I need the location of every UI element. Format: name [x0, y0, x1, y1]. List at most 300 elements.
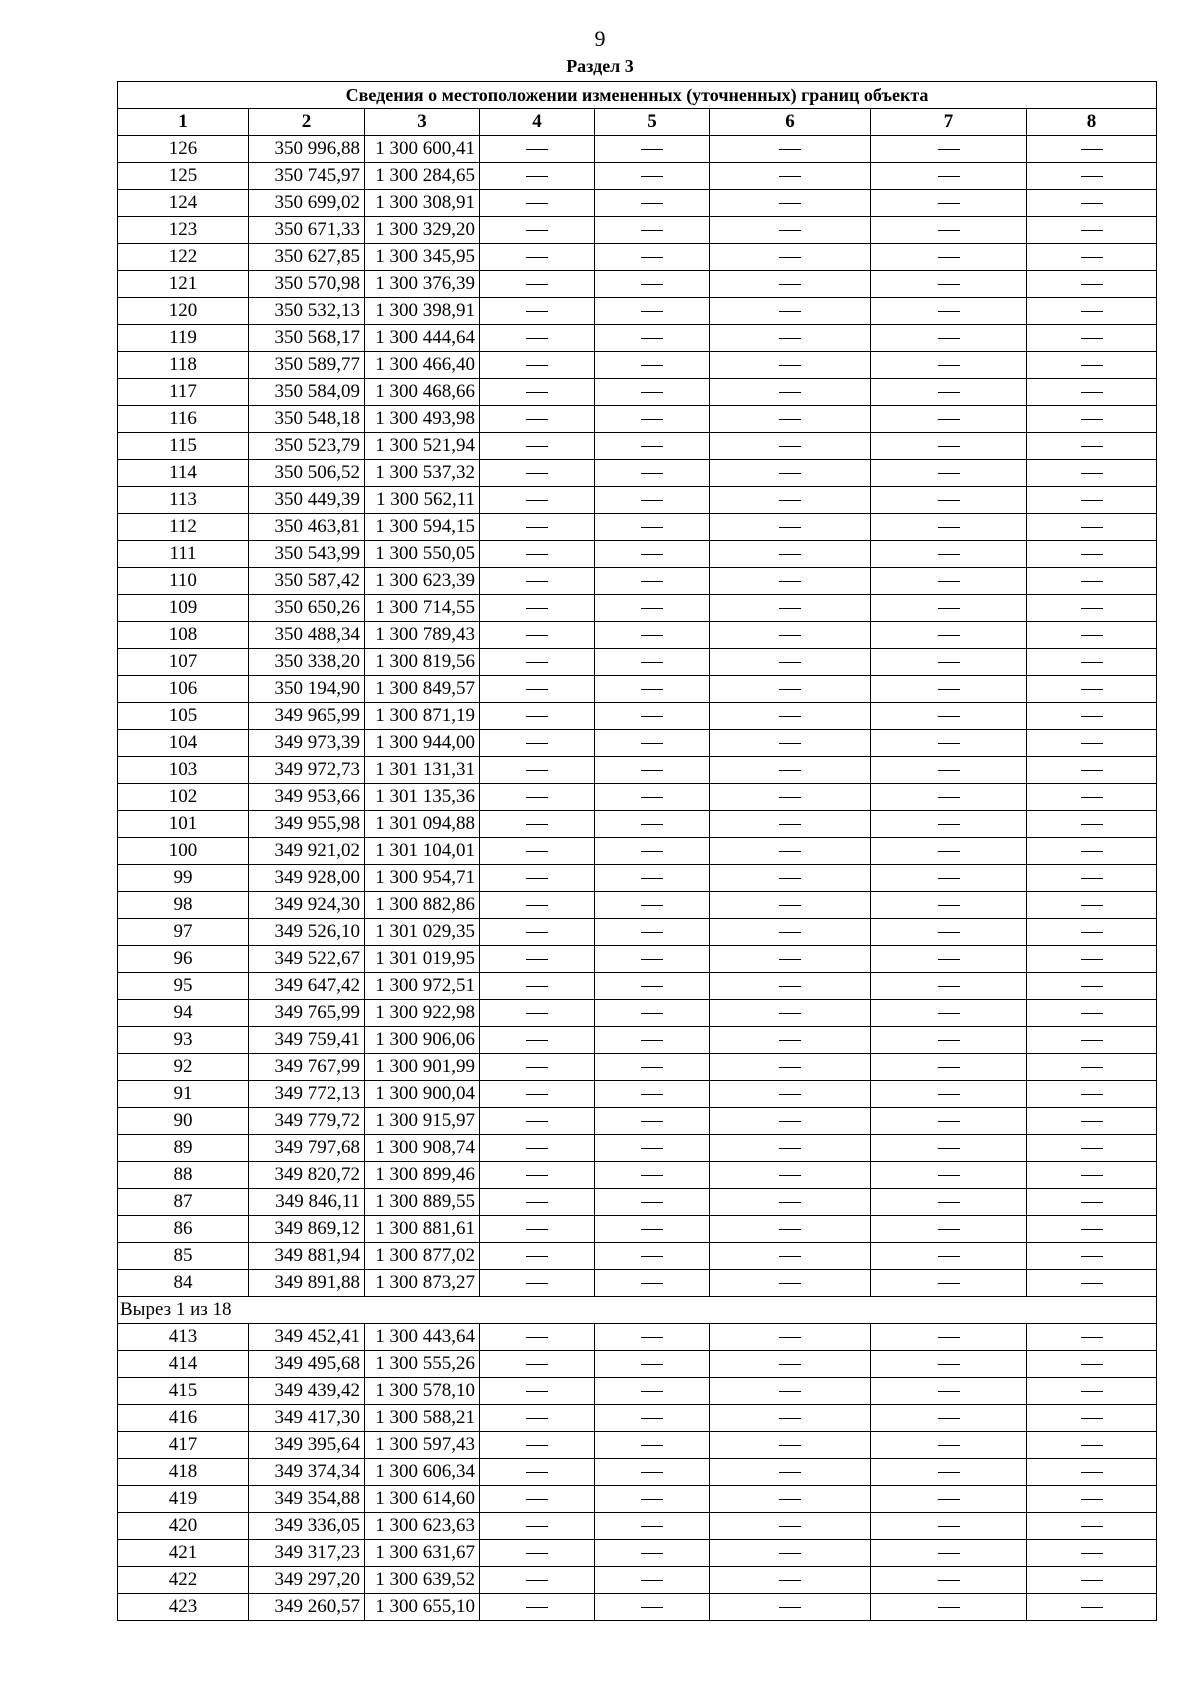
empty-cell: [871, 1135, 1027, 1162]
empty-cell: [595, 1513, 710, 1540]
empty-cell: [710, 325, 871, 352]
dash-mark: [779, 770, 801, 771]
page-number: 9: [594, 26, 606, 51]
dash-mark: [1081, 176, 1103, 177]
empty-cell: [595, 811, 710, 838]
x-coordinate-cell: 349 921,02: [249, 838, 365, 865]
x-coordinate-cell: 350 627,85: [249, 244, 365, 271]
table-row: [118, 649, 1157, 676]
dash-mark: [1081, 1607, 1103, 1608]
empty-cell: [480, 541, 595, 568]
empty-cell: [480, 1324, 595, 1351]
empty-cell: [595, 1189, 710, 1216]
empty-cell: [480, 1432, 595, 1459]
empty-cell: [595, 1540, 710, 1567]
empty-cell: [595, 1027, 710, 1054]
empty-cell: [710, 649, 871, 676]
dash-mark: [1081, 311, 1103, 312]
dash-mark: [641, 1364, 663, 1365]
empty-cell: [871, 892, 1027, 919]
empty-cell: [480, 1000, 595, 1027]
y-coordinate-cell: 1 300 819,56: [365, 649, 480, 676]
point-cell: 85: [118, 1243, 249, 1270]
section-title: Раздел 3: [566, 56, 634, 76]
point-cell: 91: [118, 1081, 249, 1108]
empty-cell: [871, 487, 1027, 514]
dash-mark: [938, 1580, 960, 1581]
y-coordinate-cell: 1 300 578,10: [365, 1378, 480, 1405]
x-coordinate-cell: 349 779,72: [249, 1108, 365, 1135]
dash-mark: [641, 824, 663, 825]
dash-mark: [779, 1580, 801, 1581]
empty-cell: [595, 1594, 710, 1621]
empty-cell: [595, 163, 710, 190]
table-row: [118, 1027, 1157, 1054]
empty-cell: [595, 622, 710, 649]
x-coordinate-cell: 349 395,64: [249, 1432, 365, 1459]
empty-cell: [1027, 298, 1157, 325]
empty-cell: [1027, 1162, 1157, 1189]
x-coordinate-cell: 349 374,34: [249, 1459, 365, 1486]
empty-cell: [480, 1486, 595, 1513]
empty-cell: [710, 514, 871, 541]
empty-cell: [710, 568, 871, 595]
dash-mark: [779, 1040, 801, 1041]
dash-mark: [1081, 1472, 1103, 1473]
x-coordinate-cell: 349 260,57: [249, 1594, 365, 1621]
y-coordinate-cell: 1 300 900,04: [365, 1081, 480, 1108]
empty-cell: [710, 1513, 871, 1540]
empty-cell: [480, 1216, 595, 1243]
x-coordinate-cell: 349 869,12: [249, 1216, 365, 1243]
table-row: [118, 1405, 1157, 1432]
empty-cell: [595, 1432, 710, 1459]
empty-cell: [1027, 1216, 1157, 1243]
empty-cell: [1027, 541, 1157, 568]
dash-mark: [1081, 1580, 1103, 1581]
point-cell: 421: [118, 1540, 249, 1567]
empty-cell: [1027, 379, 1157, 406]
dash-mark: [641, 1094, 663, 1095]
empty-cell: [595, 487, 710, 514]
dash-mark: [779, 365, 801, 366]
point-cell: 126: [118, 136, 249, 163]
empty-cell: [710, 811, 871, 838]
y-coordinate-cell: 1 300 714,55: [365, 595, 480, 622]
point-cell: 423: [118, 1594, 249, 1621]
empty-cell: [710, 595, 871, 622]
empty-cell: [1027, 1108, 1157, 1135]
empty-cell: [595, 1405, 710, 1432]
dash-mark: [938, 689, 960, 690]
y-coordinate-cell: 1 300 284,65: [365, 163, 480, 190]
dash-mark: [641, 878, 663, 879]
empty-cell: [1027, 838, 1157, 865]
dash-mark: [938, 1472, 960, 1473]
empty-cell: [595, 1243, 710, 1270]
point-cell: 109: [118, 595, 249, 622]
point-cell: 89: [118, 1135, 249, 1162]
empty-cell: [871, 1270, 1027, 1297]
dash-mark: [1081, 716, 1103, 717]
dash-mark: [779, 1445, 801, 1446]
x-coordinate-cell: 349 317,23: [249, 1540, 365, 1567]
y-coordinate-cell: 1 301 019,95: [365, 946, 480, 973]
y-coordinate-cell: 1 300 623,39: [365, 568, 480, 595]
dash-mark: [779, 203, 801, 204]
dash-mark: [779, 905, 801, 906]
point-cell: 417: [118, 1432, 249, 1459]
dash-mark: [641, 1121, 663, 1122]
x-coordinate-cell: 350 568,17: [249, 325, 365, 352]
empty-cell: [1027, 676, 1157, 703]
empty-cell: [710, 1081, 871, 1108]
y-coordinate-cell: 1 300 922,98: [365, 1000, 480, 1027]
dash-mark: [641, 149, 663, 150]
table-row: [118, 784, 1157, 811]
dash-mark: [779, 1391, 801, 1392]
y-coordinate-cell: 1 300 597,43: [365, 1432, 480, 1459]
dash-mark: [779, 311, 801, 312]
dash-mark: [641, 1553, 663, 1554]
empty-cell: [480, 244, 595, 271]
empty-cell: [480, 487, 595, 514]
dash-mark: [526, 1445, 548, 1446]
dash-mark: [641, 743, 663, 744]
empty-cell: [710, 244, 871, 271]
point-cell: 92: [118, 1054, 249, 1081]
point-cell: 104: [118, 730, 249, 757]
x-coordinate-cell: 349 953,66: [249, 784, 365, 811]
dash-mark: [779, 716, 801, 717]
dash-mark: [641, 1202, 663, 1203]
empty-cell: [480, 1189, 595, 1216]
point-cell: 102: [118, 784, 249, 811]
dash-mark: [1081, 1175, 1103, 1176]
dash-mark: [779, 338, 801, 339]
dash-mark: [641, 986, 663, 987]
empty-cell: [595, 568, 710, 595]
empty-cell: [871, 1189, 1027, 1216]
x-coordinate-cell: 349 772,13: [249, 1081, 365, 1108]
empty-cell: [1027, 460, 1157, 487]
dash-mark: [1081, 473, 1103, 474]
dash-mark: [1081, 284, 1103, 285]
empty-cell: [871, 244, 1027, 271]
dash-mark: [526, 311, 548, 312]
empty-cell: [480, 136, 595, 163]
y-coordinate-cell: 1 300 521,94: [365, 433, 480, 460]
point-cell: 100: [118, 838, 249, 865]
dash-mark: [779, 1094, 801, 1095]
dash-mark: [1081, 662, 1103, 663]
empty-cell: [1027, 622, 1157, 649]
y-coordinate-cell: 1 300 655,10: [365, 1594, 480, 1621]
x-coordinate-cell: 350 584,09: [249, 379, 365, 406]
table-row: [118, 433, 1157, 460]
dash-mark: [779, 959, 801, 960]
dash-mark: [779, 662, 801, 663]
empty-cell: [595, 244, 710, 271]
dash-mark: [526, 689, 548, 690]
dash-mark: [526, 1337, 548, 1338]
y-coordinate-cell: 1 301 094,88: [365, 811, 480, 838]
dash-mark: [1081, 689, 1103, 690]
empty-cell: [871, 1459, 1027, 1486]
y-coordinate-cell: 1 300 614,60: [365, 1486, 480, 1513]
empty-cell: [871, 514, 1027, 541]
y-coordinate-cell: 1 300 466,40: [365, 352, 480, 379]
empty-cell: [480, 703, 595, 730]
dash-mark: [526, 797, 548, 798]
x-coordinate-cell: 350 449,39: [249, 487, 365, 514]
x-coordinate-cell: 349 820,72: [249, 1162, 365, 1189]
table-row: [118, 325, 1157, 352]
table-row: [118, 946, 1157, 973]
dash-mark: [641, 1607, 663, 1608]
table-row: [118, 163, 1157, 190]
dash-mark: [1081, 851, 1103, 852]
dash-mark: [641, 1013, 663, 1014]
x-coordinate-cell: 349 759,41: [249, 1027, 365, 1054]
empty-cell: [480, 190, 595, 217]
empty-cell: [1027, 757, 1157, 784]
dash-mark: [526, 1067, 548, 1068]
dash-mark: [1081, 635, 1103, 636]
empty-cell: [871, 784, 1027, 811]
dash-mark: [641, 1499, 663, 1500]
point-cell: 112: [118, 514, 249, 541]
dash-mark: [938, 500, 960, 501]
dash-mark: [938, 1067, 960, 1068]
empty-cell: [710, 676, 871, 703]
x-coordinate-cell: 349 522,67: [249, 946, 365, 973]
x-coordinate-cell: 349 439,42: [249, 1378, 365, 1405]
dash-mark: [526, 1256, 548, 1257]
empty-cell: [595, 1108, 710, 1135]
empty-cell: [871, 190, 1027, 217]
y-coordinate-cell: 1 300 906,06: [365, 1027, 480, 1054]
dash-mark: [938, 1202, 960, 1203]
dash-mark: [641, 257, 663, 258]
dash-mark: [526, 365, 548, 366]
dash-mark: [641, 932, 663, 933]
x-coordinate-cell: 350 532,13: [249, 298, 365, 325]
empty-cell: [1027, 649, 1157, 676]
empty-cell: [480, 568, 595, 595]
x-coordinate-cell: 350 506,52: [249, 460, 365, 487]
empty-cell: [1027, 163, 1157, 190]
point-cell: 115: [118, 433, 249, 460]
table-row: [118, 1351, 1157, 1378]
empty-cell: [1027, 1270, 1157, 1297]
dash-mark: [641, 1472, 663, 1473]
point-cell: 86: [118, 1216, 249, 1243]
point-cell: 101: [118, 811, 249, 838]
dash-mark: [779, 1013, 801, 1014]
dash-mark: [526, 1013, 548, 1014]
empty-cell: [595, 1162, 710, 1189]
x-coordinate-cell: 349 647,42: [249, 973, 365, 1000]
empty-cell: [871, 1405, 1027, 1432]
empty-cell: [595, 1000, 710, 1027]
empty-cell: [1027, 136, 1157, 163]
dash-mark: [1081, 527, 1103, 528]
y-coordinate-cell: 1 300 871,19: [365, 703, 480, 730]
empty-cell: [710, 163, 871, 190]
table-row: [118, 298, 1157, 325]
table-row: [118, 1324, 1157, 1351]
empty-cell: [595, 730, 710, 757]
table-row: [118, 1378, 1157, 1405]
empty-cell: [595, 892, 710, 919]
table-row: [118, 1486, 1157, 1513]
x-coordinate-cell: 349 797,68: [249, 1135, 365, 1162]
empty-cell: [1027, 1378, 1157, 1405]
empty-cell: [710, 919, 871, 946]
dash-mark: [1081, 1499, 1103, 1500]
dash-mark: [1081, 446, 1103, 447]
empty-cell: [710, 973, 871, 1000]
point-cell: 103: [118, 757, 249, 784]
dash-mark: [779, 797, 801, 798]
empty-cell: [871, 1432, 1027, 1459]
empty-cell: [871, 1108, 1027, 1135]
dash-mark: [779, 230, 801, 231]
empty-cell: [871, 1081, 1027, 1108]
dash-mark: [779, 419, 801, 420]
dash-mark: [938, 1607, 960, 1608]
dash-mark: [779, 1418, 801, 1419]
table-row: [118, 1081, 1157, 1108]
empty-cell: [1027, 946, 1157, 973]
dash-mark: [641, 1580, 663, 1581]
empty-cell: [595, 865, 710, 892]
empty-cell: [1027, 1540, 1157, 1567]
empty-cell: [595, 514, 710, 541]
dash-mark: [938, 878, 960, 879]
x-coordinate-cell: 349 767,99: [249, 1054, 365, 1081]
empty-cell: [871, 1540, 1027, 1567]
empty-cell: [1027, 568, 1157, 595]
dash-mark: [938, 257, 960, 258]
table-row: [118, 460, 1157, 487]
dash-mark: [779, 689, 801, 690]
dash-mark: [641, 1337, 663, 1338]
empty-cell: [710, 1459, 871, 1486]
dash-mark: [938, 1256, 960, 1257]
table-row: [118, 1000, 1157, 1027]
dash-mark: [938, 446, 960, 447]
empty-cell: [595, 1378, 710, 1405]
dash-mark: [526, 635, 548, 636]
empty-cell: [480, 838, 595, 865]
dash-mark: [938, 1445, 960, 1446]
empty-cell: [480, 271, 595, 298]
dash-mark: [779, 1256, 801, 1257]
empty-cell: [1027, 1405, 1157, 1432]
empty-cell: [1027, 730, 1157, 757]
dash-mark: [526, 1553, 548, 1554]
empty-cell: [710, 136, 871, 163]
empty-cell: [1027, 1351, 1157, 1378]
point-cell: 118: [118, 352, 249, 379]
x-coordinate-cell: 349 846,11: [249, 1189, 365, 1216]
dash-mark: [779, 1067, 801, 1068]
empty-cell: [871, 919, 1027, 946]
dash-mark: [526, 1148, 548, 1149]
coordinates-table-body: [118, 82, 1157, 1621]
table-row: [118, 1540, 1157, 1567]
x-coordinate-cell: 349 973,39: [249, 730, 365, 757]
empty-cell: [595, 325, 710, 352]
point-cell: 87: [118, 1189, 249, 1216]
dash-mark: [938, 1229, 960, 1230]
dash-mark: [526, 230, 548, 231]
dash-mark: [1081, 1418, 1103, 1419]
empty-cell: [871, 433, 1027, 460]
dash-mark: [526, 1283, 548, 1284]
empty-cell: [480, 1135, 595, 1162]
dash-mark: [779, 824, 801, 825]
empty-cell: [595, 784, 710, 811]
empty-cell: [480, 811, 595, 838]
x-coordinate-cell: 349 928,00: [249, 865, 365, 892]
dash-mark: [779, 554, 801, 555]
dash-mark: [779, 743, 801, 744]
x-coordinate-cell: 350 543,99: [249, 541, 365, 568]
empty-cell: [871, 1324, 1027, 1351]
dash-mark: [779, 986, 801, 987]
empty-cell: [710, 217, 871, 244]
empty-cell: [1027, 217, 1157, 244]
dash-mark: [641, 527, 663, 528]
table-row: [118, 703, 1157, 730]
y-coordinate-cell: 1 300 308,91: [365, 190, 480, 217]
point-cell: 90: [118, 1108, 249, 1135]
dash-mark: [779, 500, 801, 501]
table-row: [118, 1270, 1157, 1297]
empty-cell: [480, 1459, 595, 1486]
dash-mark: [938, 932, 960, 933]
empty-cell: [871, 568, 1027, 595]
dash-mark: [526, 1499, 548, 1500]
x-coordinate-cell: 349 924,30: [249, 892, 365, 919]
column-header: 5: [595, 109, 710, 136]
y-coordinate-cell: 1 300 877,02: [365, 1243, 480, 1270]
dash-mark: [938, 1283, 960, 1284]
empty-cell: [1027, 1594, 1157, 1621]
empty-cell: [1027, 1513, 1157, 1540]
empty-cell: [871, 541, 1027, 568]
table-row: [118, 244, 1157, 271]
y-coordinate-cell: 1 300 623,63: [365, 1513, 480, 1540]
separator-row: [118, 1297, 1157, 1324]
empty-cell: [710, 1324, 871, 1351]
dash-mark: [1081, 1337, 1103, 1338]
dash-mark: [526, 878, 548, 879]
dash-mark: [1081, 149, 1103, 150]
empty-cell: [1027, 406, 1157, 433]
dash-mark: [938, 176, 960, 177]
empty-cell: [710, 757, 871, 784]
dash-mark: [526, 608, 548, 609]
dash-mark: [526, 527, 548, 528]
dash-mark: [526, 986, 548, 987]
dash-mark: [1081, 1445, 1103, 1446]
x-coordinate-cell: 350 548,18: [249, 406, 365, 433]
empty-cell: [710, 622, 871, 649]
